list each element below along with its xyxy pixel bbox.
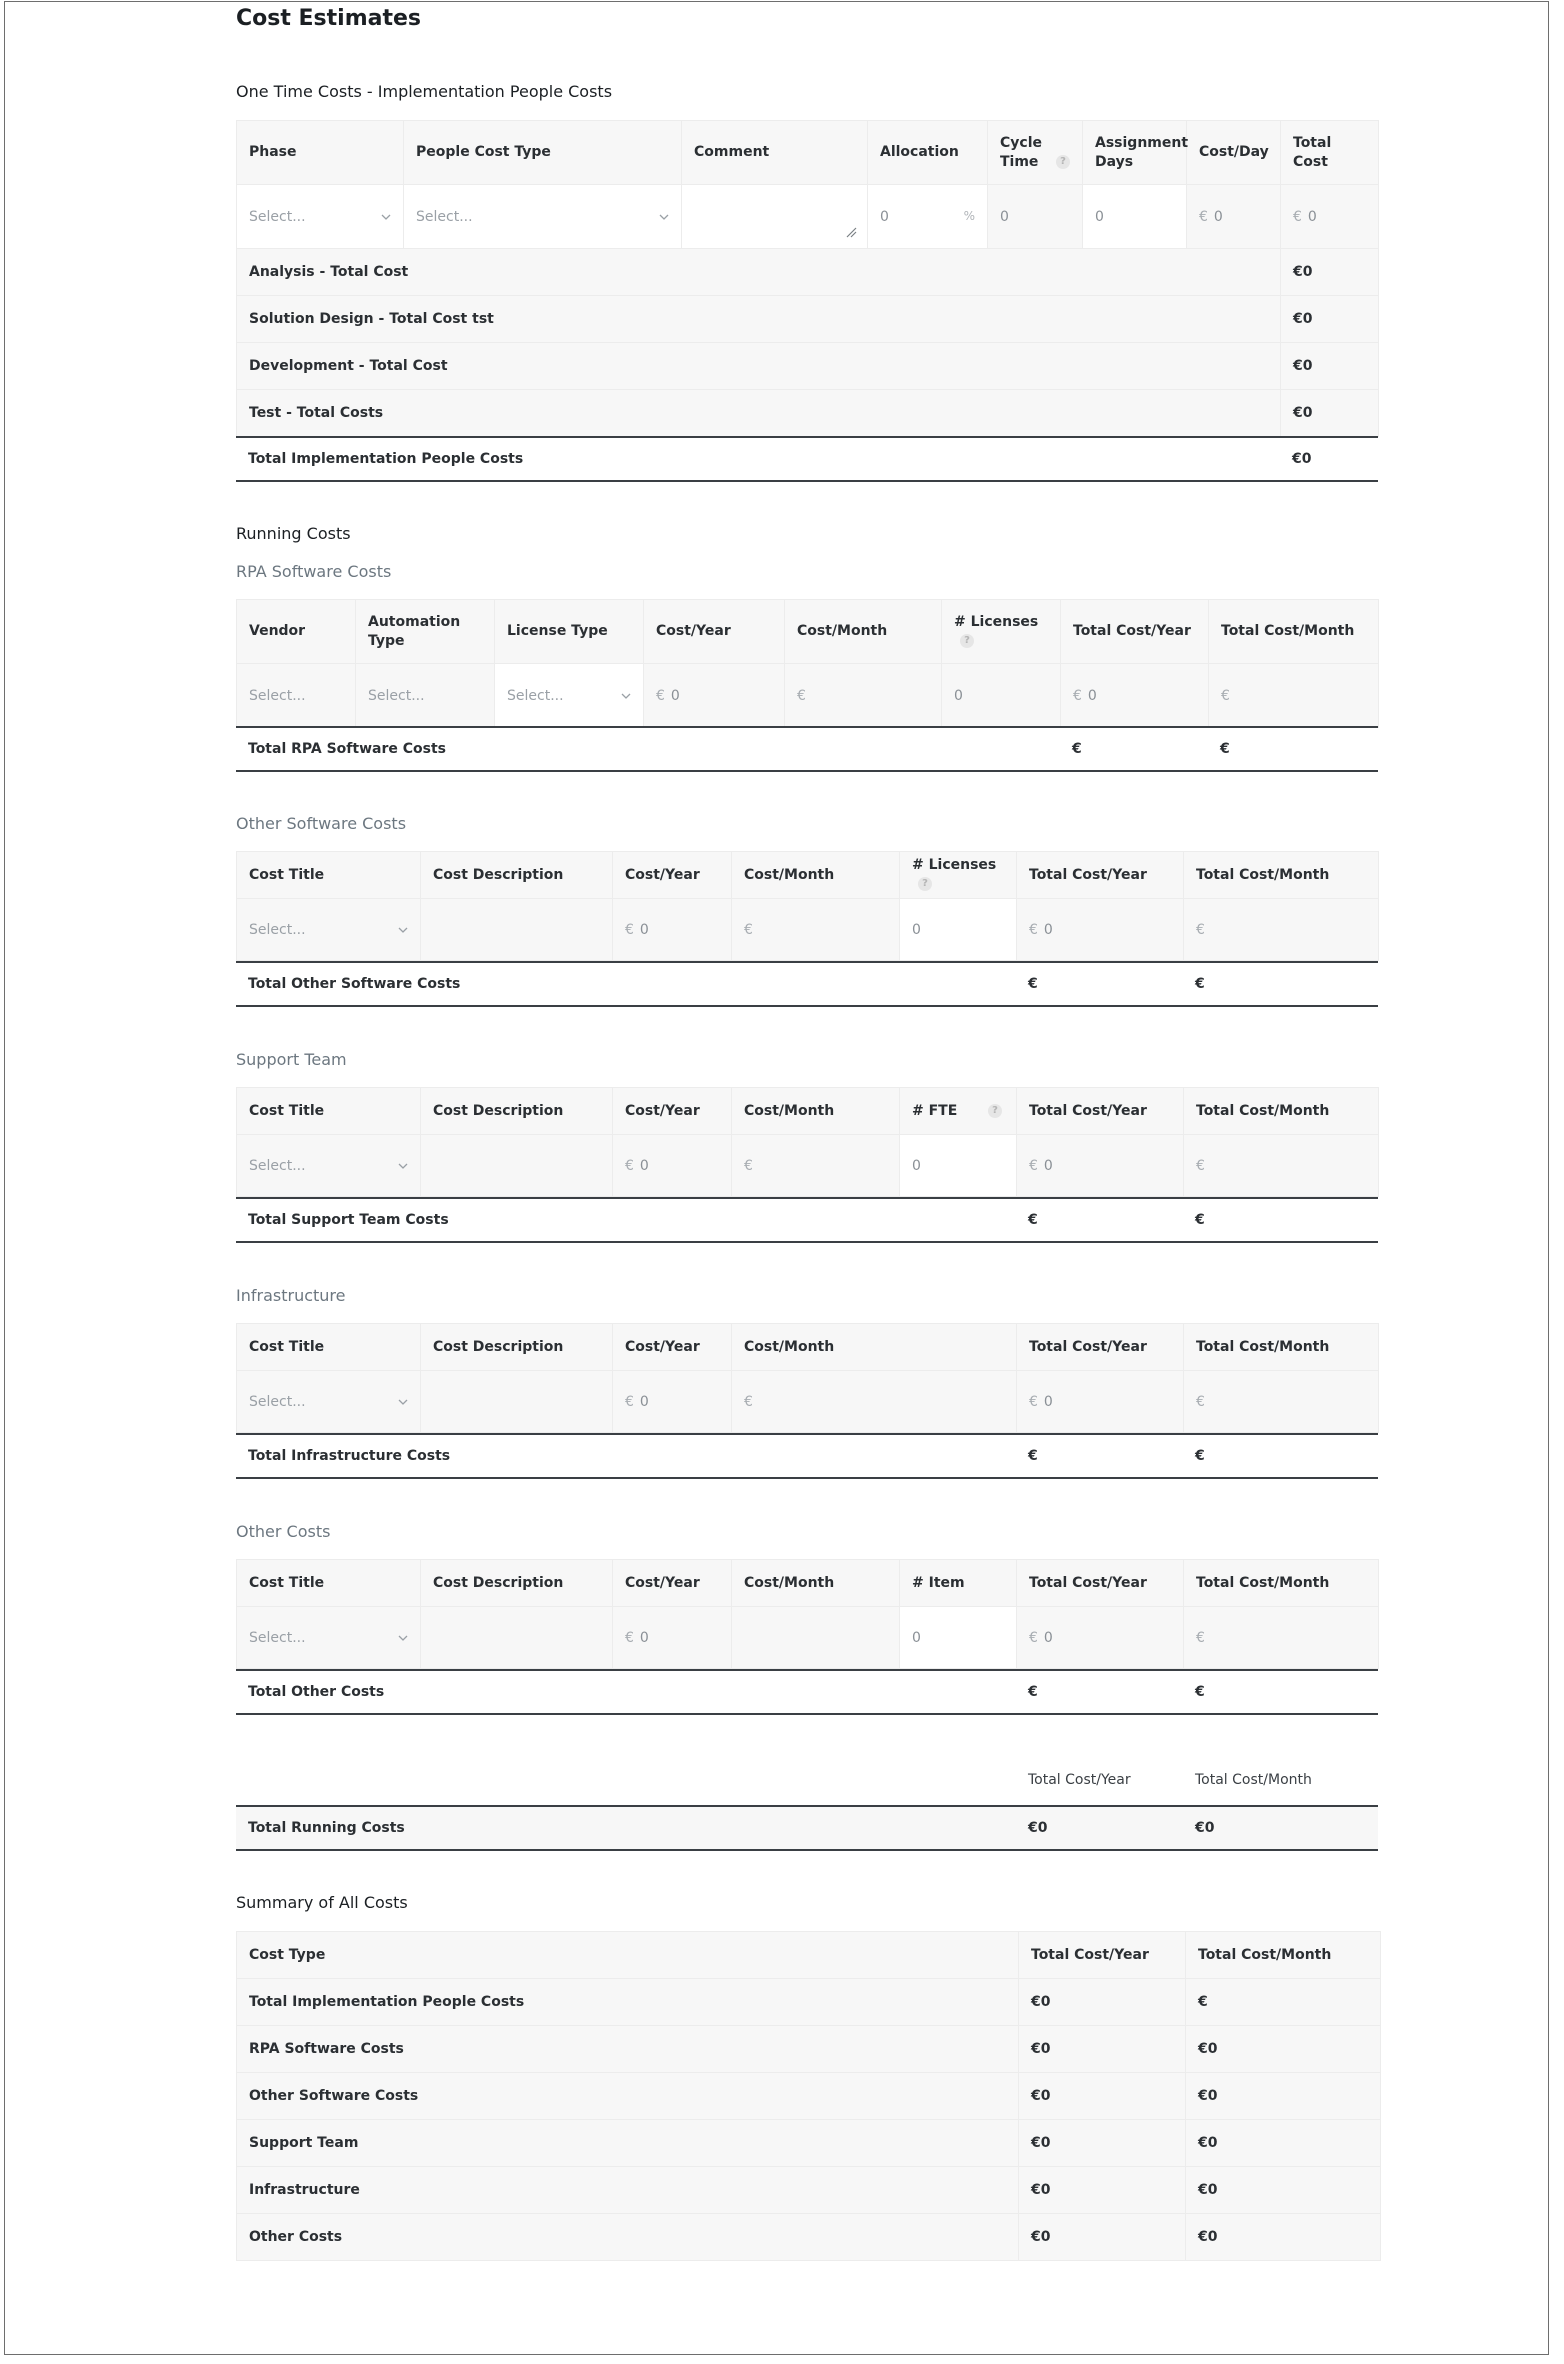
summary-year: €0 <box>1019 2214 1186 2261</box>
total-cost-month-value <box>1184 1371 1379 1433</box>
vendor-placeholder: Select... <box>249 687 306 704</box>
item-input[interactable] <box>900 1607 1017 1669</box>
vendor-select[interactable] <box>237 664 356 728</box>
table-row <box>237 390 1379 437</box>
cost-title-placeholder: Select... <box>249 921 306 938</box>
cost-month-value <box>785 664 942 728</box>
total-support-year: € <box>1016 1198 1183 1242</box>
cycle-time-label: Cycle Time <box>1000 134 1042 170</box>
col-header-license-type: License Type <box>495 600 644 664</box>
total-running-costs-year: €0 <box>1016 1806 1183 1850</box>
col-header-cost-month: Cost/Month <box>785 600 942 664</box>
phase-total-label: Development - Total Cost <box>237 343 1281 390</box>
col-header-total-cost-year: Total Cost/Year <box>1019 1932 1186 1979</box>
cost-year-text: 0 <box>639 921 649 938</box>
phase-select[interactable] <box>237 185 404 249</box>
rpa-software-costs-title: RPA Software Costs <box>236 562 392 581</box>
summary-cost-type: Other Costs <box>237 2214 1019 2261</box>
col-header-total-cost-month: Total Cost/Month <box>1184 1560 1379 1607</box>
total-rpa-label: Total RPA Software Costs <box>236 727 1060 771</box>
summary-year: €0 <box>1019 2026 1186 2073</box>
summary-title: Summary of All Costs <box>236 1893 408 1912</box>
cost-month-value <box>732 899 900 961</box>
summary-cost-type: Total Implementation People Costs <box>237 1979 1019 2026</box>
col-header-cost-description: Cost Description <box>421 1324 613 1371</box>
total-cost-year-value <box>1017 1371 1184 1433</box>
chevron-down-icon <box>398 1397 408 1407</box>
total-cost-year-text: 0 <box>1043 1629 1053 1646</box>
col-header-cost-title: Cost Title <box>237 1088 421 1135</box>
total-cost-year-text: 0 <box>1043 1393 1053 1410</box>
col-header-cost-year: Cost/Year <box>613 1088 732 1135</box>
cost-year-value <box>613 1371 732 1433</box>
other-software-costs-title: Other Software Costs <box>236 814 407 833</box>
page-title: Cost Estimates <box>236 6 422 31</box>
summary-table <box>236 1931 1381 2261</box>
total-running-costs-row <box>236 1805 1378 1851</box>
phase-totals-table <box>236 248 1379 437</box>
chevron-down-icon <box>381 212 391 222</box>
col-header-cost-type: Cost Type <box>237 1932 1019 1979</box>
col-header-item: # Item <box>900 1560 1017 1607</box>
help-icon[interactable]: ? <box>960 634 974 648</box>
col-header-cost-month: Cost/Month <box>732 1560 900 1607</box>
col-header-total-cost-year: Total Cost/Year <box>1017 852 1184 899</box>
phase-total-label: Solution Design - Total Cost tst <box>237 296 1281 343</box>
col-header-cost-year: Cost/Year <box>613 1560 732 1607</box>
help-icon[interactable]: ? <box>1056 155 1070 169</box>
summary-cost-type: Infrastructure <box>237 2167 1019 2214</box>
summary-cost-type: Support Team <box>237 2120 1019 2167</box>
col-header-total-cost-year: Total Cost/Year <box>1017 1560 1184 1607</box>
cycle-time-value <box>988 185 1083 249</box>
currency-symbol: € <box>797 687 806 704</box>
cost-day-value <box>1187 185 1281 249</box>
support-team-title: Support Team <box>236 1050 347 1069</box>
currency-symbol: € <box>1029 1393 1038 1410</box>
cost-year-text: 0 <box>670 687 680 704</box>
cost-description-field[interactable] <box>421 1607 613 1669</box>
licenses-input[interactable] <box>900 899 1017 961</box>
currency-symbol: € <box>1029 1629 1038 1646</box>
total-other-software-year: € <box>1016 962 1183 1006</box>
percent-unit: % <box>963 208 975 223</box>
table-row <box>237 296 1379 343</box>
summary-year: €0 <box>1019 2120 1186 2167</box>
currency-symbol: € <box>1196 1393 1205 1410</box>
licenses-text: 0 <box>912 921 921 938</box>
currency-symbol: € <box>744 921 753 938</box>
cost-year-text: 0 <box>639 1629 649 1646</box>
col-header-total-cost-month: Total Cost/Month <box>1184 852 1379 899</box>
licenses-label: # Licenses <box>954 613 1039 630</box>
total-infrastructure-row <box>236 1433 1378 1479</box>
fte-label: # FTE <box>912 1102 958 1119</box>
total-infrastructure-year: € <box>1016 1434 1183 1478</box>
licenses-value <box>942 664 1061 728</box>
total-cost-year-value <box>1017 1607 1184 1669</box>
total-cost-month-value <box>1184 1135 1379 1197</box>
table-row <box>237 343 1379 390</box>
help-icon[interactable]: ? <box>988 1104 1002 1118</box>
total-other-software-row <box>236 961 1378 1007</box>
cost-year-text: 0 <box>639 1393 649 1410</box>
col-header-total-cost: Total Cost <box>1281 121 1379 185</box>
cost-title-placeholder: Select... <box>249 1629 306 1646</box>
assignment-days-input[interactable] <box>1083 185 1187 249</box>
currency-symbol: € <box>1073 687 1082 704</box>
currency-symbol: € <box>656 687 665 704</box>
total-cost-month-value <box>1209 664 1379 728</box>
col-header-allocation: Allocation <box>868 121 988 185</box>
total-rpa-year: € <box>1060 727 1208 771</box>
col-header-total-cost-month: Total Cost/Month <box>1209 600 1379 664</box>
cost-title-select[interactable] <box>237 1607 421 1669</box>
summary-year: €0 <box>1019 2073 1186 2120</box>
total-running-costs-label: Total Running Costs <box>236 1806 1016 1850</box>
col-header-cost-description: Cost Description <box>421 1088 613 1135</box>
cost-title-select[interactable] <box>237 899 421 961</box>
col-header-total-cost-year: Total Cost/Year <box>1017 1324 1184 1371</box>
col-header-total-cost-year: Total Cost/Year <box>1017 1088 1184 1135</box>
col-header-cycle-time <box>988 121 1083 185</box>
currency-symbol: € <box>1196 1629 1205 1646</box>
total-other-costs-label: Total Other Costs <box>236 1670 1016 1714</box>
table-row <box>237 664 1379 728</box>
table-row <box>237 1607 1379 1669</box>
col-header-total-cost-month: Total Cost/Month <box>1184 1324 1379 1371</box>
summary-month: €0 <box>1186 2026 1381 2073</box>
currency-symbol: € <box>1029 921 1038 938</box>
currency-symbol: € <box>744 1157 753 1174</box>
total-running-costs-month: €0 <box>1183 1806 1378 1850</box>
currency-symbol: € <box>625 1157 634 1174</box>
summary-month: € <box>1186 1979 1381 2026</box>
col-header-phase: Phase <box>237 121 404 185</box>
cost-month-value <box>732 1371 1017 1433</box>
licenses-label: # Licenses <box>912 857 997 873</box>
total-other-costs-year: € <box>1016 1670 1183 1714</box>
currency-symbol: € <box>625 1629 634 1646</box>
summary-month: €0 <box>1186 2073 1381 2120</box>
currency-symbol: € <box>625 1393 634 1410</box>
summary-cost-type: Other Software Costs <box>237 2073 1019 2120</box>
chevron-down-icon <box>398 1633 408 1643</box>
assignment-days-value: 0 <box>1095 208 1104 225</box>
people-cost-type-select[interactable] <box>404 185 682 249</box>
running-total-year-header: Total Cost/Year <box>1028 1772 1131 1788</box>
phase-total-label: Analysis - Total Cost <box>237 249 1281 296</box>
col-header-total-cost-month: Total Cost/Month <box>1186 1932 1381 1979</box>
currency-symbol: € <box>744 1393 753 1410</box>
col-header-comment: Comment <box>682 121 868 185</box>
fte-text: 0 <box>912 1157 921 1174</box>
table-row <box>237 899 1379 961</box>
total-cost-year-value <box>1017 1135 1184 1197</box>
total-implementation-row <box>236 436 1378 482</box>
currency-symbol: € <box>1293 208 1302 225</box>
summary-cost-type: RPA Software Costs <box>237 2026 1019 2073</box>
currency-symbol: € <box>1196 921 1205 938</box>
allocation-input[interactable] <box>868 185 988 249</box>
table-row <box>237 2167 1381 2214</box>
cost-title-select[interactable] <box>237 1135 421 1197</box>
total-support-row <box>236 1197 1378 1243</box>
comment-textarea[interactable] <box>682 185 868 249</box>
table-row <box>237 1979 1381 2026</box>
table-row <box>237 2214 1381 2261</box>
total-cost-year-value <box>1017 899 1184 961</box>
automation-type-placeholder: Select... <box>368 687 425 704</box>
total-other-costs-row <box>236 1669 1378 1715</box>
one-time-costs-title: One Time Costs - Implementation People Costs <box>236 82 613 101</box>
cost-title-placeholder: Select... <box>249 1157 306 1174</box>
other-costs-title: Other Costs <box>236 1522 331 1541</box>
total-other-costs-month: € <box>1183 1670 1378 1714</box>
col-header-vendor: Vendor <box>237 600 356 664</box>
col-header-total-cost-month: Total Cost/Month <box>1184 1088 1379 1135</box>
running-total-month-header: Total Cost/Month <box>1195 1772 1312 1788</box>
col-header-cost-year: Cost/Year <box>613 852 732 899</box>
infrastructure-table <box>236 1323 1379 1433</box>
summary-month: €0 <box>1186 2120 1381 2167</box>
total-cost-month-value <box>1184 1607 1379 1669</box>
col-header-cost-month: Cost/Month <box>732 1088 900 1135</box>
col-header-cost-title: Cost Title <box>237 1324 421 1371</box>
total-support-label: Total Support Team Costs <box>236 1198 1016 1242</box>
summary-month: €0 <box>1186 2167 1381 2214</box>
total-cost-year-text: 0 <box>1087 687 1097 704</box>
cost-description-field[interactable] <box>421 1135 613 1197</box>
summary-year: €0 <box>1019 2167 1186 2214</box>
allocation-value: 0 <box>880 208 889 225</box>
total-rpa-month: € <box>1208 727 1378 771</box>
total-other-software-month: € <box>1183 962 1378 1006</box>
phase-total-label: Test - Total Costs <box>237 390 1281 437</box>
col-header-cost-title: Cost Title <box>237 852 421 899</box>
total-cost-year-text: 0 <box>1043 1157 1053 1174</box>
total-implementation-label: Total Implementation People Costs <box>236 437 1280 481</box>
implementation-people-costs-table <box>236 120 1379 249</box>
currency-symbol: € <box>1199 208 1208 225</box>
currency-symbol: € <box>1196 1157 1205 1174</box>
people-cost-type-placeholder: Select... <box>416 208 473 225</box>
cost-description-field[interactable] <box>421 1371 613 1433</box>
col-header-licenses <box>900 852 1017 899</box>
col-header-licenses <box>942 600 1061 664</box>
license-type-select[interactable] <box>495 664 644 728</box>
col-header-people-cost-type: People Cost Type <box>404 121 682 185</box>
license-type-placeholder: Select... <box>507 687 564 704</box>
rpa-software-costs-table <box>236 599 1379 728</box>
total-infrastructure-label: Total Infrastructure Costs <box>236 1434 1016 1478</box>
col-header-fte <box>900 1088 1017 1135</box>
col-header-total-cost-year: Total Cost/Year <box>1061 600 1209 664</box>
cost-year-value <box>644 664 785 728</box>
total-support-month: € <box>1183 1198 1378 1242</box>
table-row <box>237 249 1379 296</box>
other-costs-table <box>236 1559 1379 1669</box>
table-row <box>237 2026 1381 2073</box>
table-row <box>237 1371 1379 1433</box>
table-row <box>237 2120 1381 2167</box>
col-header-cost-month: Cost/Month <box>732 1324 1017 1371</box>
summary-year: €0 <box>1019 1979 1186 2026</box>
col-header-automation-type: Automation Type <box>356 600 495 664</box>
cost-title-select[interactable] <box>237 1371 421 1433</box>
summary-month: €0 <box>1186 2214 1381 2261</box>
phase-total-value: €0 <box>1281 343 1379 390</box>
cost-year-value <box>613 899 732 961</box>
cost-description-field[interactable] <box>421 899 613 961</box>
chevron-down-icon <box>659 212 669 222</box>
fte-input[interactable] <box>900 1135 1017 1197</box>
cost-month-value <box>732 1607 900 1669</box>
total-other-software-label: Total Other Software Costs <box>236 962 1016 1006</box>
item-text: 0 <box>912 1629 921 1646</box>
running-costs-title: Running Costs <box>236 524 351 543</box>
col-header-cost-description: Cost Description <box>421 1560 613 1607</box>
col-header-assignment-days: Assignment Days <box>1083 121 1187 185</box>
col-header-cost-year: Cost/Year <box>644 600 785 664</box>
table-row <box>237 185 1379 249</box>
col-header-cost-description: Cost Description <box>421 852 613 899</box>
currency-symbol: € <box>1221 687 1230 704</box>
table-row <box>237 1135 1379 1197</box>
resize-grip-icon[interactable] <box>845 226 857 238</box>
col-header-cost-day: Cost/Day <box>1187 121 1281 185</box>
total-cost-year-text: 0 <box>1043 921 1053 938</box>
cycle-time-text: 0 <box>1000 208 1009 225</box>
support-team-table <box>236 1087 1379 1197</box>
currency-symbol: € <box>625 921 634 938</box>
cost-year-value <box>613 1135 732 1197</box>
infrastructure-title: Infrastructure <box>236 1286 346 1305</box>
help-icon[interactable]: ? <box>918 877 932 891</box>
phase-total-value: €0 <box>1281 249 1379 296</box>
cost-month-value <box>732 1135 900 1197</box>
chevron-down-icon <box>621 691 631 701</box>
cost-year-value <box>613 1607 732 1669</box>
total-cost-month-value <box>1184 899 1379 961</box>
phase-select-placeholder: Select... <box>249 208 306 225</box>
col-header-cost-month: Cost/Month <box>732 852 900 899</box>
chevron-down-icon <box>398 925 408 935</box>
total-implementation-value: €0 <box>1280 437 1378 481</box>
automation-type-select[interactable] <box>356 664 495 728</box>
currency-symbol: € <box>1029 1157 1038 1174</box>
total-rpa-row <box>236 726 1378 772</box>
chevron-down-icon <box>398 1161 408 1171</box>
cost-day-text: 0 <box>1213 208 1223 225</box>
total-infrastructure-month: € <box>1183 1434 1378 1478</box>
total-cost-text: 0 <box>1307 208 1317 225</box>
table-row <box>237 2073 1381 2120</box>
cost-title-placeholder: Select... <box>249 1393 306 1410</box>
phase-total-value: €0 <box>1281 390 1379 437</box>
col-header-cost-year: Cost/Year <box>613 1324 732 1371</box>
phase-total-value: €0 <box>1281 296 1379 343</box>
total-cost-year-value <box>1061 664 1209 728</box>
col-header-cost-title: Cost Title <box>237 1560 421 1607</box>
cost-year-text: 0 <box>639 1157 649 1174</box>
other-software-costs-table <box>236 851 1379 961</box>
licenses-text: 0 <box>954 687 963 704</box>
total-cost-value <box>1281 185 1379 249</box>
